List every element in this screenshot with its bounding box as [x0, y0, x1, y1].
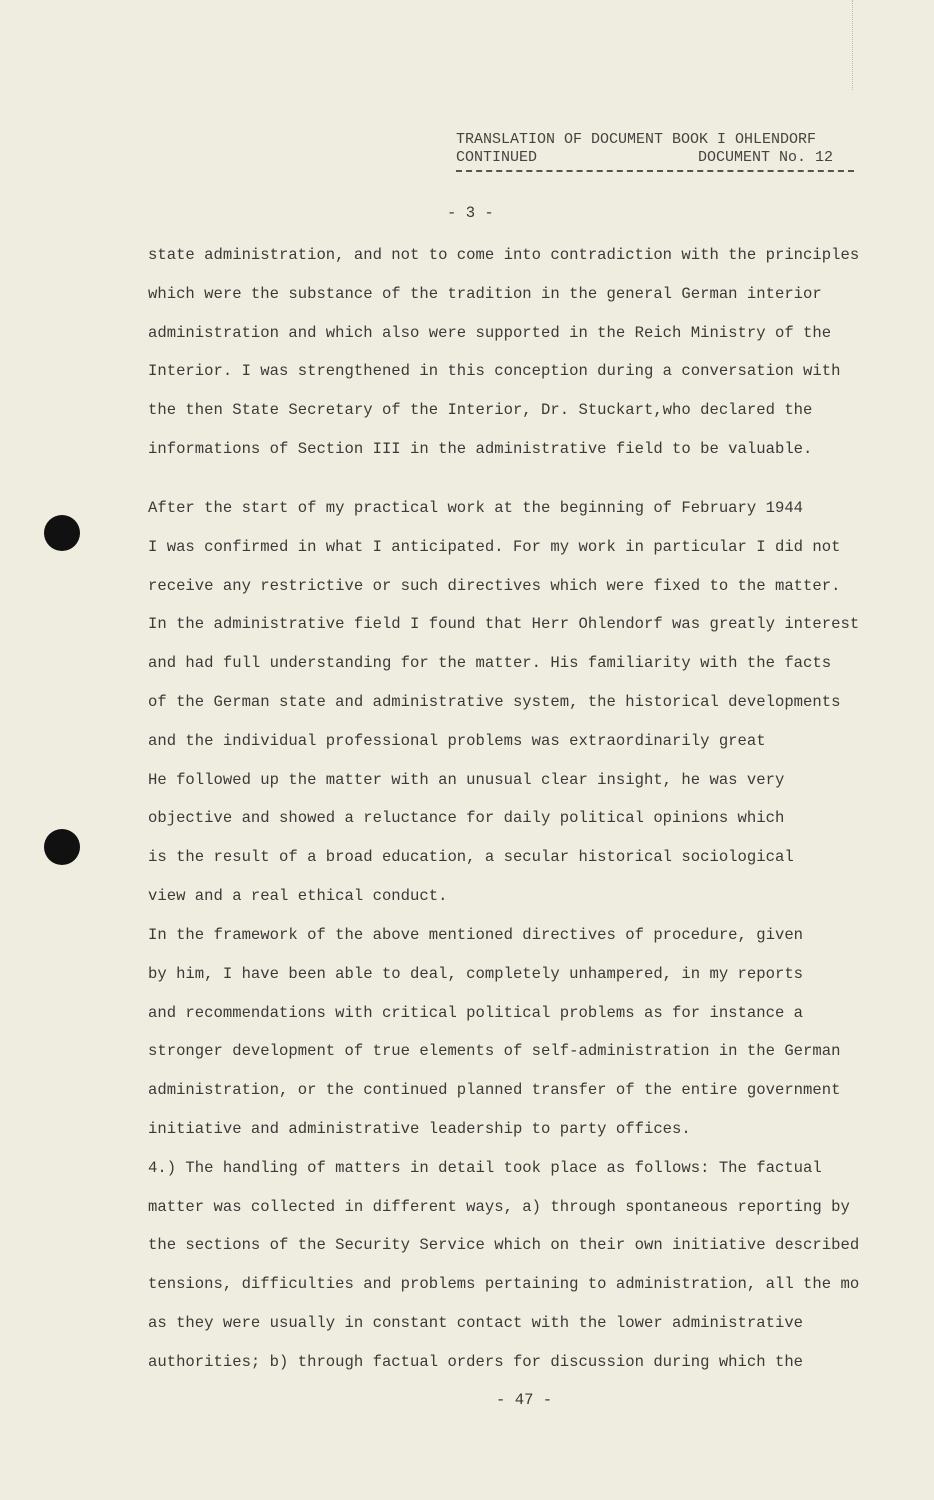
text-line: He followed up the matter with an unusual clear insight, he was very [148, 770, 785, 789]
text-line: the then State Secretary of the Interior, Dr. Stuckart,who declared the [148, 401, 813, 420]
text-line: administration and which also were supported in the Reich Ministry of the [148, 323, 832, 342]
text-line: In the administrative field I found that Herr Ohlendorf was greatly interest [148, 615, 860, 634]
text-line: administration, or the continued planned transfer of the entire government [148, 1081, 841, 1100]
text-line: After the start of my practical work at the beginning of February 1944 [148, 499, 804, 517]
text-line: initiative and administrative leadership to party offices. [148, 1120, 691, 1138]
punch-hole [44, 515, 80, 551]
text-line: receive any restrictive or such directives which were fixed to the matter. [148, 576, 841, 595]
text-line: authorities; b) through factual orders for discussion during which the [148, 1352, 804, 1371]
text-line: which were the substance of the tradition in the general German interior [148, 284, 822, 303]
punch-hole [44, 829, 80, 865]
text-line: by him, I have been able to deal, completely unhampered, in my reports [148, 964, 804, 983]
text-line: and the individual professional problems was extraordinarily great [148, 731, 766, 750]
page-marker: - 3 - [447, 204, 494, 222]
text-line: of the German state and administrative system, the historical developments [148, 693, 841, 711]
text-line: I was confirmed in what I anticipated. For my work in particular I did not [148, 537, 841, 556]
text-line: and had full understanding for the matter. His familiarity with the facts [148, 654, 832, 673]
text-line: tensions, difficulties and problems pertaining to administration, all the mo [148, 1275, 860, 1294]
header-document-number: DOCUMENT No. 12 [698, 149, 834, 166]
text-line: view and a real ethical conduct. [148, 887, 448, 905]
text-line: matter was collected in different ways, a) through spontaneous reporting by [148, 1197, 850, 1216]
paper-edge-mark [852, 0, 854, 90]
text-line: informations of Section III in the administrative field to be valuable. [148, 440, 813, 458]
text-line: the sections of the Security Service which on their own initiative described [148, 1236, 860, 1255]
header-divider [456, 170, 854, 172]
text-line: Interior. I was strengthened in this conception during a conversation with [148, 362, 841, 381]
header-title: TRANSLATION OF DOCUMENT BOOK I OHLENDORF [456, 131, 817, 148]
text-line: objective and showed a reluctance for daily political opinions which [148, 809, 785, 828]
text-line: In the framework of the above mentioned directives of procedure, given [148, 926, 804, 944]
text-line: 4.) The handling of matters in detail took place as follows: The factual [148, 1158, 822, 1177]
header-continued: CONTINUED [456, 149, 538, 166]
text-line: is the result of a broad education, a secular historical sociological [148, 848, 794, 867]
text-line: as they were usually in constant contact with the lower administrative [148, 1314, 804, 1332]
footer-page-number: - 47 - [496, 1391, 553, 1409]
text-line: state administration, and not to come into contradiction with the principles [148, 246, 860, 264]
text-line: stronger development of true elements of self-administration in the German [148, 1042, 841, 1061]
text-line: and recommendations with critical political problems as for instance a [148, 1003, 804, 1022]
